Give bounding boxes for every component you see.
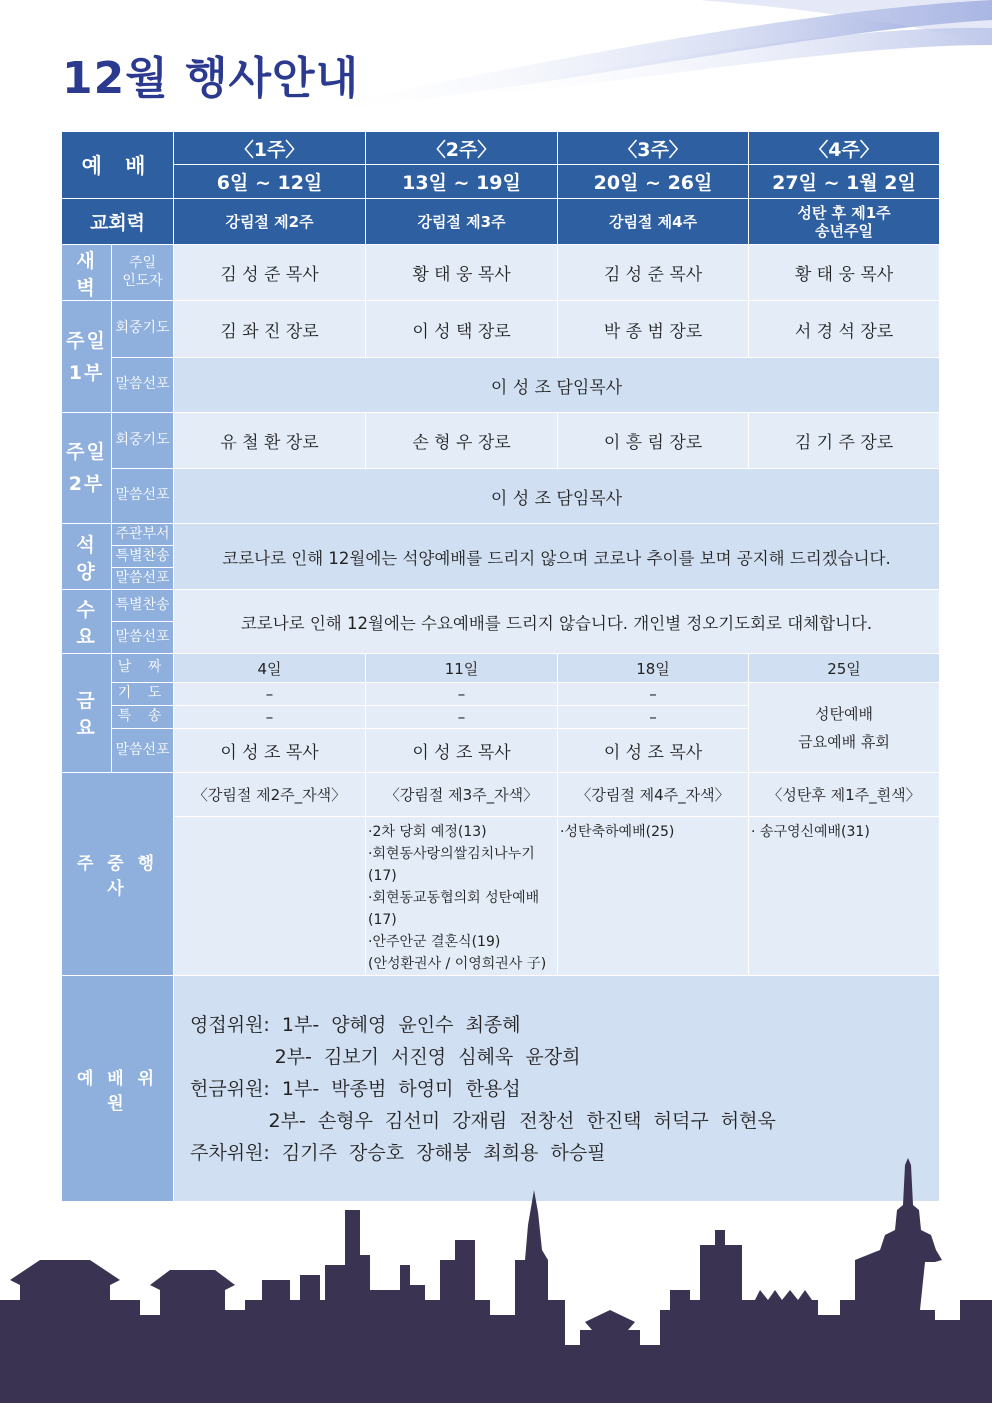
evening-notice: 코로나로 인해 12월에는 석양예배를 드리지 않으며 코로나 추이를 보며 공지해 드리겠습니다. <box>174 524 940 590</box>
evening-host-dept-label: 주관부서 <box>112 524 174 546</box>
sunday1-sermon-label: 말씀선포 <box>112 358 174 413</box>
sunday2-sermon: 이 성 조 담임목사 <box>174 469 940 524</box>
city-skyline-illustration <box>0 1150 992 1403</box>
sunday1-prayer-label: 회중기도 <box>112 301 174 358</box>
events-week-1 <box>174 817 366 976</box>
friday-label: 금 요 <box>62 654 112 773</box>
sunday2-prayer-label: 회중기도 <box>112 413 174 469</box>
friday-sermon-week-2: 이 성 조 목사 <box>366 729 558 773</box>
liturgical-week-4: 〈성탄후 제1주_흰색〉 <box>749 773 940 817</box>
friday-date-week-3: 18일 <box>558 654 749 683</box>
friday-sermon-week-3: 이 성 조 목사 <box>558 729 749 773</box>
friday-date-week-4: 25일 <box>749 654 940 683</box>
friday-date-week-1: 4일 <box>174 654 366 683</box>
evening-label: 석 양 <box>62 524 112 590</box>
wednesday-label: 수 요 <box>62 590 112 654</box>
sunday1-prayer-week-2: 이 성 택 장로 <box>366 301 558 358</box>
friday-sermon-week-1: 이 성 조 목사 <box>174 729 366 773</box>
dawn-leader-label: 주일 인도자 <box>112 245 174 301</box>
friday-week-4-note: 성탄예배 금요예배 휴회 <box>749 683 940 773</box>
friday-prayer-week-3: – <box>558 683 749 706</box>
friday-song-week-3: – <box>558 706 749 729</box>
schedule-table <box>61 131 940 1202</box>
friday-song-label: 특 송 <box>112 706 174 729</box>
dawn-label: 새 벽 <box>62 245 112 301</box>
friday-song-week-1: – <box>174 706 366 729</box>
staff-label: 예 배 위 원 <box>62 976 174 1202</box>
staff-line-2: 2부- 김보기 서진영 심혜욱 윤장희 <box>190 1045 581 1068</box>
events-label: 주 중 행 사 <box>62 773 174 976</box>
week-3-label: 〈3주〉 <box>558 132 749 165</box>
week-1-dates: 6일 ~ 12일 <box>174 165 366 199</box>
sunday1-sermon: 이 성 조 담임목사 <box>174 358 940 413</box>
staff-line-3: 헌금위원: 1부- 박종범 하영미 한용섭 <box>190 1077 521 1100</box>
week-4-dates: 27일 ~ 1월 2일 <box>749 165 940 199</box>
week-4-calendar: 성탄 후 제1주 송년주일 <box>749 199 940 245</box>
sunday2-prayer-week-3: 이 흥 림 장로 <box>558 413 749 469</box>
sunday2-sermon-label: 말씀선포 <box>112 469 174 524</box>
sunday2-prayer-week-1: 유 철 환 장로 <box>174 413 366 469</box>
dawn-leader-week-3: 김 성 준 목사 <box>558 245 749 301</box>
dawn-leader-week-1: 김 성 준 목사 <box>174 245 366 301</box>
dawn-leader-week-4: 황 태 웅 목사 <box>749 245 940 301</box>
liturgical-week-3: 〈강림절 제4주_자색〉 <box>558 773 749 817</box>
sunday1-label: 주일 1부 <box>62 301 112 413</box>
friday-date-label: 날 짜 <box>112 654 174 683</box>
week-1-calendar: 강림절 제2주 <box>174 199 366 245</box>
wednesday-notice: 코로나로 인해 12월에는 수요예배를 드리지 않습니다. 개인별 정오기도회로 대체합니다. <box>174 590 940 654</box>
week-3-calendar: 강림절 제4주 <box>558 199 749 245</box>
staff-line-1: 영접위원: 1부- 양혜영 윤인수 최종혜 <box>190 1013 521 1036</box>
liturgical-week-2: 〈강림절 제3주_자색〉 <box>366 773 558 817</box>
week-1-label: 〈1주〉 <box>174 132 366 165</box>
evening-special-song-label: 특별찬송 <box>112 546 174 568</box>
staff-line-5: 주차위원: 김기주 장승호 장해붕 최희용 하승필 <box>190 1141 606 1164</box>
events-week-3: ·성탄축하예배(25) <box>558 817 749 976</box>
friday-date-week-2: 11일 <box>366 654 558 683</box>
friday-prayer-label: 기 도 <box>112 683 174 706</box>
worship-header: 예 배 <box>62 132 174 199</box>
week-4-label: 〈4주〉 <box>749 132 940 165</box>
friday-prayer-week-1: – <box>174 683 366 706</box>
week-3-dates: 20일 ~ 26일 <box>558 165 749 199</box>
staff-line-4: 2부- 손형우 김선미 강재림 전창선 한진택 허덕구 허현욱 <box>190 1109 776 1132</box>
week-2-label: 〈2주〉 <box>366 132 558 165</box>
sunday2-prayer-week-4: 김 기 주 장로 <box>749 413 940 469</box>
sunday1-prayer-week-4: 서 경 석 장로 <box>749 301 940 358</box>
liturgical-week-1: 〈강림절 제2주_자색〉 <box>174 773 366 817</box>
sunday2-label: 주일 2부 <box>62 413 112 524</box>
sunday1-prayer-week-1: 김 좌 진 장로 <box>174 301 366 358</box>
friday-song-week-2: – <box>366 706 558 729</box>
dawn-leader-week-2: 황 태 웅 목사 <box>366 245 558 301</box>
week-2-dates: 13일 ~ 19일 <box>366 165 558 199</box>
evening-sermon-label: 말씀선포 <box>112 568 174 590</box>
page-title: 12월 행사안내 <box>62 53 360 104</box>
events-week-4: · 송구영신예배(31) <box>749 817 940 976</box>
calendar-header: 교회력 <box>62 199 174 245</box>
wednesday-sermon-label: 말씀선포 <box>112 622 174 654</box>
sunday2-prayer-week-2: 손 형 우 장로 <box>366 413 558 469</box>
week-2-calendar: 강림절 제3주 <box>366 199 558 245</box>
sunday1-prayer-week-3: 박 종 범 장로 <box>558 301 749 358</box>
wednesday-special-song-label: 특별찬송 <box>112 590 174 622</box>
friday-prayer-week-2: – <box>366 683 558 706</box>
friday-sermon-label: 말씀선포 <box>112 729 174 773</box>
events-week-2: ·2차 당회 예정(13) ·회현동사랑의쌀김치나누기(17) ·회현동교동협의회 성탄예배(17) ·안주안군 결혼식(19) (안성환권사 / 이영희권사 子) <box>366 817 558 976</box>
